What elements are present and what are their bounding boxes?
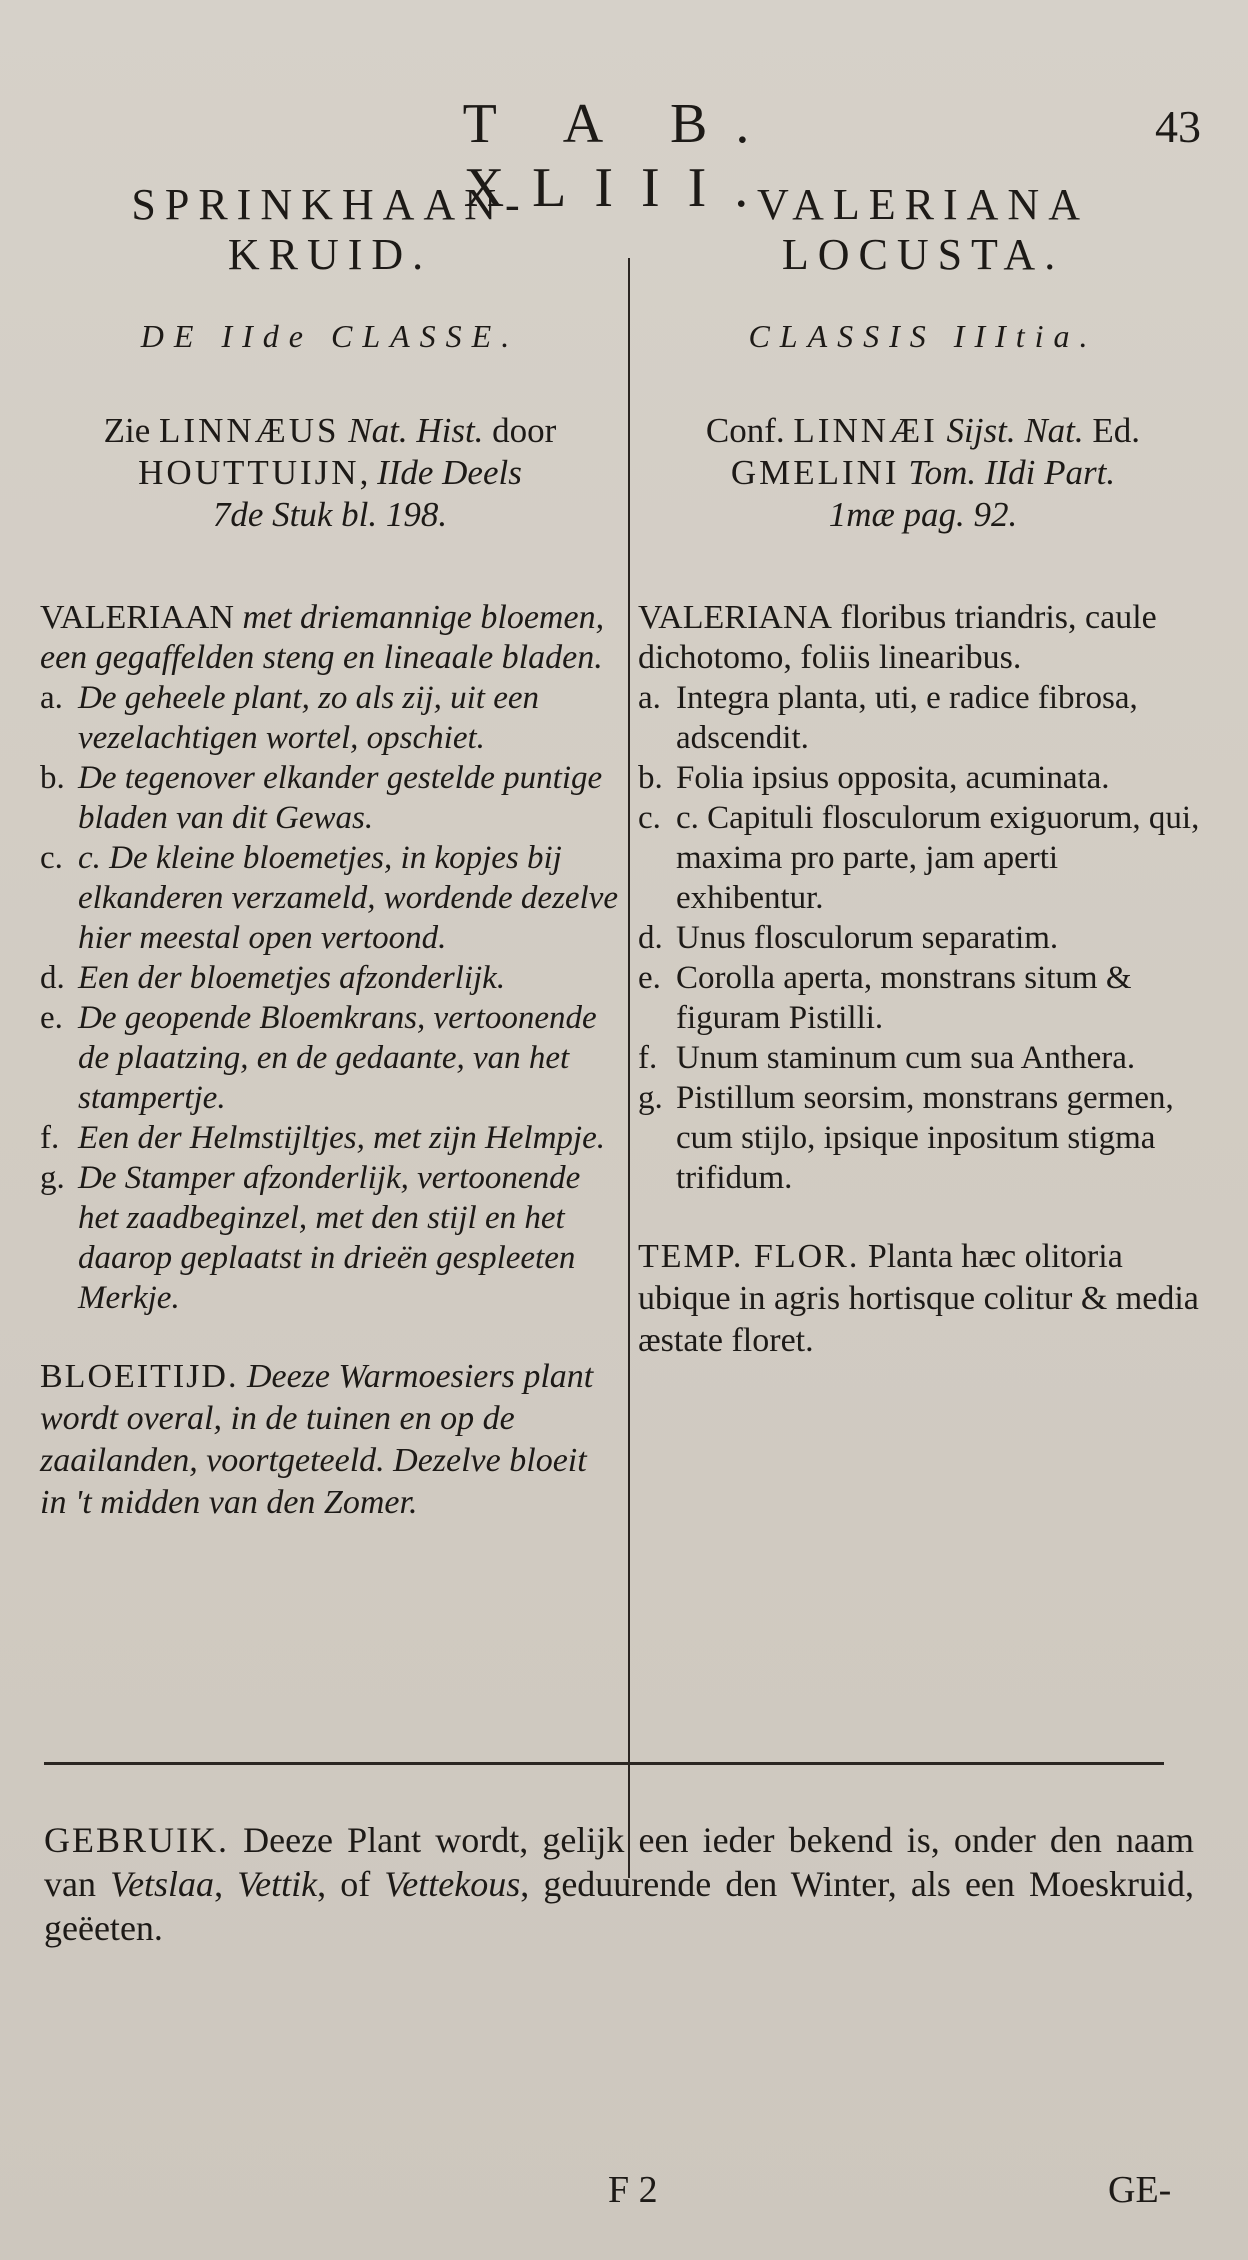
latin-class: CLASSIS IIItia. [748,318,1098,354]
figure-letter: e. [40,1000,63,1036]
ref-text: Conf. [705,411,794,450]
figure-letter: b. [638,760,663,796]
dutch-flowering [40,1356,620,1524]
usage-name: Vettik [237,1864,318,1904]
figure-item [40,1118,620,1158]
latin-column [638,180,1208,1362]
figure-letter: a. [40,680,63,716]
dutch-title-line2: KRUID. [227,230,433,279]
figure-letter: d. [638,920,663,956]
ref-page: 7de Stuk bl. 198. [212,495,448,534]
latin-title-line2: LOCUSTA. [781,230,1065,279]
plate-title: T A B. XLIII. [462,93,778,219]
figure-letter: g. [638,1080,663,1116]
latin-flowering-label: TEMP. FLOR. [638,1238,860,1275]
figure-letter: f. [638,1040,658,1076]
figure-item [638,1038,1208,1078]
usage-name: Vetslaa [110,1864,215,1904]
ref-text: Ed. [1083,411,1141,450]
ref-volume: IIde Deels [377,453,522,492]
signature-mark: F 2 [608,2169,658,2211]
column-divider [628,258,630,1878]
latin-title-line1: VALERIANA [757,180,1089,229]
figure-item [40,838,620,958]
figure-item [638,798,1208,918]
usage-name: Vettekous [384,1864,521,1904]
ref-text: door [483,411,557,450]
ref-volume: Tom. IIdi Part. [908,453,1116,492]
figure-letter: d. [40,960,65,996]
horizontal-rule [44,1762,1164,1765]
latin-title [638,180,1208,280]
figure-text: De tegenover elkander gestelde puntige bladen van dit Gewas. [78,760,603,836]
latin-figure-list [638,678,1208,1198]
figure-letter: c. [638,800,661,836]
usage-paragraph [44,1818,1194,1950]
ref-author: LINNÆI [793,411,938,450]
usage-text: Deeze Plant wordt, gelijk een ieder bekend is, onder den naam van [44,1820,1194,1904]
figure-text: Een der bloemetjes afzonderlijk. [78,960,506,996]
figure-text: De geopende Bloemkrans, vertoonende de plaatzing, en de gedaante, van het stampertje. [78,1000,597,1116]
latin-genus: VALERIANA [638,599,832,636]
figure-text: Een der Helmstijltjes, met zijn Helmpje. [78,1120,605,1156]
latin-description-body: floribus triandris, caule dichotomo, foliis linearibus. [638,599,1157,676]
dutch-genus: VALERIAAN [40,599,234,636]
ref-page: 1mæ pag. 92. [828,495,1018,534]
dutch-flowering-label: BLOEITIJD. [40,1358,239,1395]
dutch-title-line1: SPRINKHAAN- [131,180,529,229]
figure-text: Pistillum seorsim, monstrans germen, cum stijlo, ipsique inpositum stigma trifidum. [676,1080,1174,1196]
ref-work: Sijst. Nat. [937,411,1084,450]
dutch-description [40,598,620,678]
figure-letter: e. [638,960,661,996]
figure-text: Unum staminum cum sua Anthera. [676,1040,1136,1076]
dutch-figure-list [40,678,620,1318]
dutch-class: DE IIde CLASSE. [140,318,520,354]
ref-author: LINNÆUS [159,411,340,450]
figure-text: c. De kleine bloemetjes, in kopjes bij elkanderen verzameld, wordende dezelve hier meestal open vertoond. [78,840,619,956]
figure-text: Corolla aperta, monstrans situm & figuram Pistilli. [676,960,1132,1036]
two-column-text [0,180,1248,1700]
figure-item [40,678,620,758]
figure-item [638,918,1208,958]
figure-item [638,758,1208,798]
figure-item [638,678,1208,758]
figure-item [40,998,620,1118]
usage-sep: , [214,1864,238,1904]
figure-item [40,958,620,998]
figure-letter: c. [40,840,63,876]
figure-letter: f. [40,1120,60,1156]
figure-letter: b. [40,760,65,796]
ref-sep: , [359,453,378,492]
latin-flowering-body: Planta hæc olitoria ubique in agris hortisque colitur & media æstate floret. [638,1238,1199,1359]
ref-translator: HOUTTUIJN [138,453,360,492]
figure-text: De Stamper afzonderlijk, vertoonende het zaadbeginzel, met den stijl en het daarop geplaatst in drieën gespleeten Merkje. [78,1160,581,1316]
ref-editor: GMELINI [730,453,900,492]
dutch-description-body: met driemannige bloemen, een gegaffelden steng en lineaale bladen. [40,599,605,676]
figure-letter: g. [40,1160,65,1196]
usage-text: , geduurende den Winter, als een Moeskruid, geëeten. [44,1864,1194,1948]
figure-text: De geheele plant, zo als zij, uit een vezelachtigen wortel, opschiet. [78,680,539,756]
dutch-title [40,180,620,280]
figure-letter: a. [638,680,661,716]
usage-label: GEBRUIK. [44,1820,229,1860]
latin-flowering [638,1236,1208,1362]
latin-description [638,598,1208,678]
usage-sep: , of [317,1864,385,1904]
ref-text: Zie [103,411,160,450]
catchword: GE- [1108,2169,1172,2211]
figure-item [40,1158,620,1318]
dutch-reference [40,410,620,536]
figure-text: Unus flosculorum separatim. [676,920,1059,956]
figure-item [638,958,1208,1038]
dutch-column [40,180,620,1524]
figure-text: Folia ipsius opposita, acuminata. [676,760,1110,796]
figure-item [40,758,620,838]
dutch-flowering-body: Deeze Warmoesiers plant wordt overal, in de tuinen en op de zaailanden, voortgeteeld. Dezelve bloeit in 't midden van den Zomer. [40,1358,594,1521]
figure-text: Integra planta, uti, e radice fibrosa, adscendit. [676,680,1138,756]
ref-work: Nat. Hist. [339,411,484,450]
page-number: 43 [1155,101,1201,152]
latin-reference [638,410,1208,536]
figure-item [638,1078,1208,1198]
figure-text: c. Capituli flosculorum exiguorum, qui, maxima pro parte, jam aperti exhibentur. [676,800,1200,916]
